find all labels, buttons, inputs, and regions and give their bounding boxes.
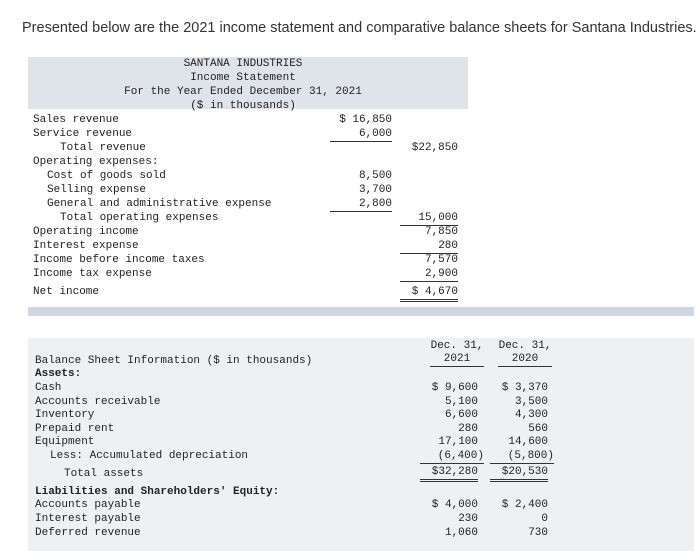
is-value: 8,500 — [358, 170, 392, 182]
is-total: 280 — [400, 239, 458, 254]
is-value: $ 16,850 — [339, 114, 392, 126]
statement-title: Income Statement — [190, 72, 296, 84]
bs-value-2021: 1,060 — [444, 527, 478, 539]
is-label: Income tax expense — [33, 268, 152, 280]
is-label: Total revenue — [60, 142, 146, 154]
is-label: Interest expense — [33, 240, 139, 252]
bs-label: Cash — [35, 382, 62, 394]
bs-section-assets: Assets: — [35, 368, 82, 380]
is-value: 2,800 — [330, 197, 392, 212]
bs-label: Equipment — [35, 436, 95, 448]
bs-label: Prepaid rent — [35, 423, 115, 435]
bs-value-2020: 14,600 — [508, 436, 548, 448]
bs-value-2021: 6,600 — [444, 409, 478, 421]
bs-value-2021: 17,100 — [438, 436, 478, 448]
bs-label: Interest payable — [35, 513, 141, 525]
bs-value-2020: $ 3,370 — [501, 382, 548, 394]
bs-value-2020: 730 — [528, 527, 548, 539]
bs-value-2021: $ 9,600 — [431, 382, 478, 394]
bs-value-2020: 0 — [541, 513, 548, 525]
col-header-2021-line1: Dec. 31, — [430, 340, 484, 352]
is-label: Operating income — [33, 226, 139, 238]
bs-value-2020: 560 — [528, 423, 548, 435]
is-label: Net income — [33, 286, 100, 298]
col-header-2020-line1: Dec. 31, — [498, 340, 552, 352]
is-label: Cost of goods sold — [47, 170, 166, 182]
bs-value-2021: 5,100 — [444, 396, 478, 408]
is-value: 3,700 — [358, 184, 392, 196]
is-label: Income before income taxes — [33, 254, 205, 266]
is-label: Total operating expenses — [60, 212, 219, 224]
bs-value-2020: 3,500 — [514, 396, 548, 408]
bs-label: Deferred revenue — [35, 527, 141, 539]
is-value: 6,000 — [330, 127, 392, 142]
col-header-2021 — [422, 340, 492, 367]
is-label: Sales revenue — [33, 114, 119, 126]
company-name: SANTANA INDUSTRIES — [183, 58, 303, 70]
bs-label: Accounts receivable — [35, 396, 161, 408]
col-header-2020 — [490, 340, 560, 367]
is-label: Selling expense — [47, 184, 147, 196]
bs-value-2021: 280 — [458, 423, 478, 435]
bs-value-2020: 4,300 — [514, 409, 548, 421]
col-header-2021-line2: 2021 — [430, 353, 484, 367]
is-total: $22,850 — [411, 142, 458, 154]
statement-units: ($ in thousands) — [190, 100, 296, 112]
is-total: 15,000 — [400, 211, 458, 226]
bs-label: Inventory — [35, 409, 95, 421]
statement-period: For the Year Ended December 31, 2021 — [124, 86, 362, 98]
is-label: Operating expenses: — [33, 156, 159, 168]
bs-label: Total assets — [64, 468, 144, 480]
section-divider — [28, 307, 694, 316]
is-total: 2,900 — [400, 267, 458, 282]
bs-section-liabilities: Liabilities and Shareholders' Equity: — [35, 486, 280, 498]
intro-text: Presented below are the 2021 income statement and comparative balance sheets for Santana Industries. — [22, 20, 697, 36]
is-total: 7,570 — [424, 254, 458, 266]
is-total: 7,850 — [424, 226, 458, 238]
balance-sheet-title: Balance Sheet Information ($ in thousands) — [35, 355, 313, 367]
bs-total-2021: $32,280 — [420, 465, 478, 482]
bs-label: Less: Accumulated depreciation — [50, 450, 249, 462]
bs-value-2020: $ 2,400 — [501, 499, 548, 511]
bs-total-2020: $20,530 — [490, 465, 548, 482]
bs-value-2021: (6,400) — [420, 449, 484, 464]
net-income-value: $ 4,670 — [400, 285, 458, 302]
is-label: Service revenue — [33, 128, 133, 140]
is-label: General and administrative expense — [47, 198, 272, 210]
bs-value-2020: (5,800) — [490, 449, 554, 464]
col-header-2020-line2: 2020 — [498, 353, 552, 367]
bs-label: Accounts payable — [35, 499, 141, 511]
bs-value-2021: $ 4,000 — [431, 499, 478, 511]
bs-value-2021: 230 — [458, 513, 478, 525]
